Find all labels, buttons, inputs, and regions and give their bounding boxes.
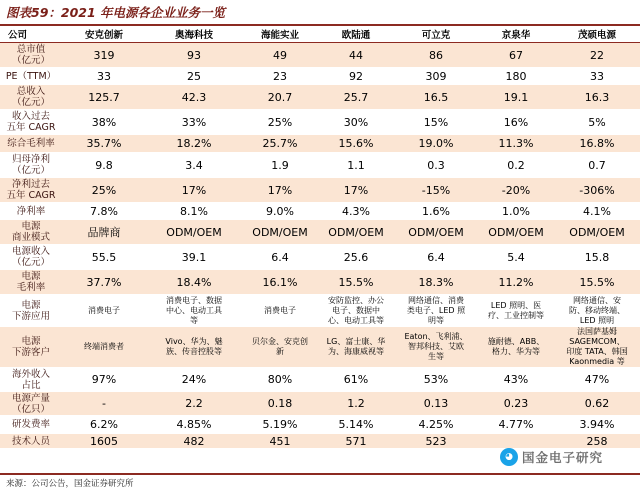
- watermark: [500, 446, 603, 468]
- table-cell: 61%: [318, 368, 394, 392]
- table-cell: 25.7: [318, 85, 394, 110]
- column-header: 欧陆通: [318, 26, 394, 43]
- table-row: [0, 416, 640, 434]
- table-cell: 33: [554, 68, 640, 85]
- table-cell: 15.5%: [554, 270, 640, 295]
- table-cell: 6.2%: [62, 416, 146, 434]
- row-label: 电源 毛利率: [0, 270, 62, 295]
- table-cell: -: [62, 392, 146, 416]
- table-row: [0, 178, 640, 203]
- row-label: 电源 下游客户: [0, 327, 62, 368]
- table-cell: 43%: [478, 368, 554, 392]
- table-cell: 1.6%: [394, 203, 478, 220]
- company-comparison-table: [0, 26, 640, 449]
- table-row: [0, 110, 640, 135]
- bottom-rule: [0, 473, 640, 475]
- column-header-company: 公司: [0, 26, 62, 43]
- table-cell: 53%: [394, 368, 478, 392]
- table-cell: 35.7%: [62, 135, 146, 153]
- table-row: [0, 368, 640, 392]
- table-cell: 网络通信、消费 类电子、LED 照 明等: [394, 295, 478, 327]
- table-cell: 92: [318, 68, 394, 85]
- table-cell: 5.14%: [318, 416, 394, 434]
- table-cell: 23: [242, 68, 318, 85]
- table-cell: 55.5: [62, 245, 146, 270]
- row-label: 归母净利 （亿元）: [0, 153, 62, 178]
- table-cell: 4.1%: [554, 203, 640, 220]
- row-label: 总市值 （亿元）: [0, 43, 62, 68]
- table-cell: 6.4: [242, 245, 318, 270]
- table-cell: 0.18: [242, 392, 318, 416]
- table-cell: 25.7%: [242, 135, 318, 153]
- table-cell: 67: [478, 43, 554, 68]
- table-cell: Eaton、飞利浦、 智邦科技、艾欧 生等: [394, 327, 478, 368]
- table-cell: 93: [146, 43, 242, 68]
- table-cell: ODM/OEM: [242, 220, 318, 245]
- table-cell: 消费电子: [242, 295, 318, 327]
- row-label: 净利率: [0, 203, 62, 220]
- table-cell: 37.7%: [62, 270, 146, 295]
- table-cell: 2.2: [146, 392, 242, 416]
- row-label: 净利过去 五年 CAGR: [0, 178, 62, 203]
- wechat-icon: ◕: [500, 448, 518, 466]
- row-label: 电源 下游应用: [0, 295, 62, 327]
- table-row: [0, 43, 640, 68]
- table-cell: -20%: [478, 178, 554, 203]
- table-cell: 法国萨基姆 SAGEMCOM、 印度 TATA、韩国 Kaonmedia 等: [554, 327, 640, 368]
- table-cell: 16.8%: [554, 135, 640, 153]
- table-cell: 9.8: [62, 153, 146, 178]
- row-label: 海外收入 占比: [0, 368, 62, 392]
- row-label: 电源收入 （亿元）: [0, 245, 62, 270]
- table-cell: 4.77%: [478, 416, 554, 434]
- table-cell: 3.4: [146, 153, 242, 178]
- table-cell: 17%: [242, 178, 318, 203]
- table-cell: 571: [318, 434, 394, 449]
- table-cell: 38%: [62, 110, 146, 135]
- table-cell: 44: [318, 43, 394, 68]
- row-label: 电源产量 （亿只）: [0, 392, 62, 416]
- table-cell: 47%: [554, 368, 640, 392]
- table-cell: LED 照明、医 疗、工业控制等: [478, 295, 554, 327]
- table-cell: 97%: [62, 368, 146, 392]
- table-cell: 42.3: [146, 85, 242, 110]
- table-cell: 33: [62, 68, 146, 85]
- watermark-text: 国金电子研究: [522, 450, 604, 465]
- column-header: 可立克: [394, 26, 478, 43]
- table-row: [0, 85, 640, 110]
- source-note: 来源：公司公告，国金证券研究所: [6, 479, 134, 489]
- table-cell: 33%: [146, 110, 242, 135]
- table-cell: 施耐德、ABB、 格力、华为等: [478, 327, 554, 368]
- row-label: 技术人员: [0, 434, 62, 449]
- table-cell: 16.1%: [242, 270, 318, 295]
- table-row: [0, 68, 640, 85]
- table-cell: 15.5%: [318, 270, 394, 295]
- column-header: 海能实业: [242, 26, 318, 43]
- header-row: [0, 26, 640, 43]
- table-cell: 0.23: [478, 392, 554, 416]
- table-cell: ODM/OEM: [554, 220, 640, 245]
- table-row: [0, 392, 640, 416]
- table-row: [0, 220, 640, 245]
- table-cell: 16%: [478, 110, 554, 135]
- table-cell: 5%: [554, 110, 640, 135]
- row-label: 收入过去 五年 CAGR: [0, 110, 62, 135]
- table-cell: 6.4: [394, 245, 478, 270]
- table-cell: 3.94%: [554, 416, 640, 434]
- table-cell: 5.19%: [242, 416, 318, 434]
- table-cell: 482: [146, 434, 242, 449]
- table-cell: 0.7: [554, 153, 640, 178]
- table-cell: 4.3%: [318, 203, 394, 220]
- table-cell: 18.2%: [146, 135, 242, 153]
- table-cell: -15%: [394, 178, 478, 203]
- table-row: [0, 153, 640, 178]
- table-cell: 523: [394, 434, 478, 449]
- table-cell: 0.62: [554, 392, 640, 416]
- table-cell: 0.2: [478, 153, 554, 178]
- table-cell: 消费电子、数据 中心、电动工具 等: [146, 295, 242, 327]
- table-cell: 16.3: [554, 85, 640, 110]
- row-label: 电源 商业模式: [0, 220, 62, 245]
- table-cell: 309: [394, 68, 478, 85]
- table-cell: 18.4%: [146, 270, 242, 295]
- column-header: 茂硕电源: [554, 26, 640, 43]
- table-cell: 80%: [242, 368, 318, 392]
- table-cell: 0.3: [394, 153, 478, 178]
- table-cell: 15.8: [554, 245, 640, 270]
- figure-title: 图表59：2021 年电源各企业业务一览: [6, 5, 226, 20]
- table-cell: ODM/OEM: [394, 220, 478, 245]
- row-label: PE（TTM）: [0, 68, 62, 85]
- table-cell: 86: [394, 43, 478, 68]
- table-cell: 7.8%: [62, 203, 146, 220]
- table-cell: 25%: [242, 110, 318, 135]
- table-cell: 16.5: [394, 85, 478, 110]
- table-cell: 贝尔金、安克创 新: [242, 327, 318, 368]
- table-row: [0, 295, 640, 327]
- table-cell: 30%: [318, 110, 394, 135]
- table-cell: 24%: [146, 368, 242, 392]
- table-cell: 25: [146, 68, 242, 85]
- table-cell: 18.3%: [394, 270, 478, 295]
- table-cell: 19.1: [478, 85, 554, 110]
- table-cell: 消费电子: [62, 295, 146, 327]
- table-cell: 4.85%: [146, 416, 242, 434]
- table-cell: 17%: [318, 178, 394, 203]
- table-cell: LG、富士康、华 为、海康威视等: [318, 327, 394, 368]
- table-cell: 15.6%: [318, 135, 394, 153]
- table-cell: 1.1: [318, 153, 394, 178]
- table-cell: 20.7: [242, 85, 318, 110]
- table-cell: ODM/OEM: [146, 220, 242, 245]
- table-cell: 15%: [394, 110, 478, 135]
- table-cell: ODM/OEM: [478, 220, 554, 245]
- table-cell: ODM/OEM: [318, 220, 394, 245]
- table-cell: 11.3%: [478, 135, 554, 153]
- table-cell: 25%: [62, 178, 146, 203]
- table-cell: 1.0%: [478, 203, 554, 220]
- table-row: [0, 135, 640, 153]
- column-header: 安克创新: [62, 26, 146, 43]
- table-row: [0, 203, 640, 220]
- table-cell: 451: [242, 434, 318, 449]
- table-cell: 319: [62, 43, 146, 68]
- table-cell: Vivo、华为、魅 族、传音控股等: [146, 327, 242, 368]
- table-cell: 品牌商: [62, 220, 146, 245]
- table-cell: 125.7: [62, 85, 146, 110]
- table-cell: 258: [554, 434, 640, 449]
- table-cell: 1605: [62, 434, 146, 449]
- row-label: 综合毛利率: [0, 135, 62, 153]
- column-header: 奥海科技: [146, 26, 242, 43]
- table-cell: 安防监控、办公 电子、数据中 心、电动工具等: [318, 295, 394, 327]
- table-cell: 0.13: [394, 392, 478, 416]
- table-cell: 49: [242, 43, 318, 68]
- table-cell: 22: [554, 43, 640, 68]
- row-label: 研发费率: [0, 416, 62, 434]
- table-cell: 4.25%: [394, 416, 478, 434]
- column-header: 京泉华: [478, 26, 554, 43]
- table-row: [0, 245, 640, 270]
- table-cell: 17%: [146, 178, 242, 203]
- table-body: [0, 43, 640, 449]
- table-row: [0, 327, 640, 368]
- table-cell: 网络通信、安 防、移动终端、 LED 照明: [554, 295, 640, 327]
- table-cell: 11.2%: [478, 270, 554, 295]
- table-row: [0, 270, 640, 295]
- row-label: 总收入 （亿元）: [0, 85, 62, 110]
- table-cell: 1.2: [318, 392, 394, 416]
- table-cell: 25.6: [318, 245, 394, 270]
- table-cell: 9.0%: [242, 203, 318, 220]
- table-cell: 5.4: [478, 245, 554, 270]
- table-cell: 终端消费者: [62, 327, 146, 368]
- table-cell: -306%: [554, 178, 640, 203]
- table-cell: 19.0%: [394, 135, 478, 153]
- table-cell: 1.9: [242, 153, 318, 178]
- table-cell: 180: [478, 68, 554, 85]
- table-cell: 39.1: [146, 245, 242, 270]
- table-cell: 8.1%: [146, 203, 242, 220]
